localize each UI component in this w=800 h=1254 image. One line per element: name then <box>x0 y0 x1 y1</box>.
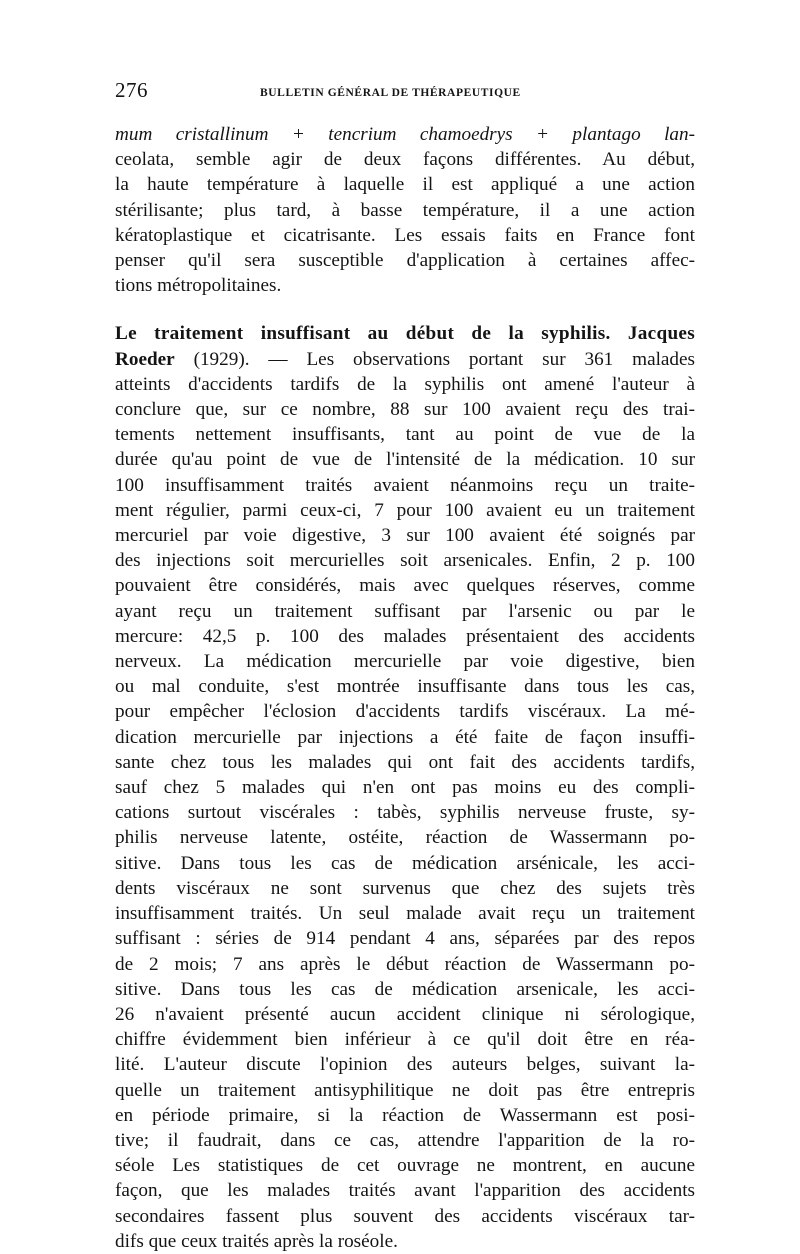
page <box>115 78 695 1254</box>
article-line: lité. L'auteur discute l'opinion des auteurs belges, suivant la- <box>115 1054 695 1076</box>
intro-line: penser qu'il sera susceptible d'application à certaines affec- <box>115 250 695 272</box>
article-line: tive; il faudrait, dans ce cas, attendre l'apparition de la ro- <box>115 1129 695 1151</box>
article-line: suffisant : séries de 914 pendant 4 ans, séparées par des repos <box>115 928 695 950</box>
article-line: ment régulier, parmi ceux-ci, 7 pour 100 avaient eu un traitement <box>115 499 695 521</box>
article-line: façon, que les malades traités avant l'apparition des accidents <box>115 1180 695 1202</box>
article-line: insuffisamment traités. Un seul malade avait reçu un traitement <box>115 903 695 925</box>
intro-paragraph <box>115 122 695 298</box>
article-line: 26 n'avaient présenté aucun accident clinique ni sérologique, <box>115 1003 695 1025</box>
article-line <box>115 347 695 372</box>
author-surname: Roeder <box>115 348 175 370</box>
article-line: séole Les statistiques de cet ouvrage ne montrent, en aucune <box>115 1155 695 1177</box>
article-line: nerveux. La médication mercurielle par voie digestive, bien <box>115 651 695 673</box>
article-line: 100 insuffisamment traités avaient néanmoins reçu un traite- <box>115 474 695 496</box>
article-line: tements nettement insuffisants, tant au point de vue de la <box>115 424 695 446</box>
intro-line-text: mum cristallinum + tencrium chamoedrys + plantago lan- <box>115 124 695 145</box>
article-line: quelle un traitement antisyphilitique ne doit pas être entrepris <box>115 1079 695 1101</box>
article-line: atteints d'accidents tardifs de la syphilis ont amené l'auteur à <box>115 373 695 395</box>
article-paragraph <box>115 321 695 1254</box>
article-line: sante chez tous les malades qui ont fait des accidents tardifs, <box>115 751 695 773</box>
article-line: pouvaient être considérés, mais avec quelques réserves, comme <box>115 575 695 597</box>
running-head <box>115 78 695 108</box>
intro-line <box>115 122 695 147</box>
article-line: sitive. Dans tous les cas de médication arsenicale, les acci- <box>115 978 695 1000</box>
article-line: en période primaire, si la réaction de Wassermann est posi- <box>115 1104 695 1126</box>
article-line: dication mercurielle par injections a été faite de façon insuffi- <box>115 726 695 748</box>
page-number: 276 <box>115 78 148 102</box>
article-line: des injections soit mercurielles soit arsenicales. Enfin, 2 p. 100 <box>115 550 695 572</box>
article-line: sauf chez 5 malades qui n'en ont pas moins eu des compli- <box>115 777 695 799</box>
article-line: pour empêcher l'éclosion d'accidents tardifs viscéraux. La mé- <box>115 701 695 723</box>
intro-line: tions métropolitaines. <box>115 275 282 297</box>
intro-line: la haute température à laquelle il est appliqué a une action <box>115 174 695 196</box>
article-line: de 2 mois; 7 ans après le début réaction de Wassermann po- <box>115 953 695 975</box>
article-line: sitive. Dans tous les cas de médication arsénicale, les acci- <box>115 852 695 874</box>
intro-line: ceolata, semble agir de deux façons différentes. Au début, <box>115 149 695 171</box>
article-line: mercure: 42,5 p. 100 des malades présentaient des accidents <box>115 625 695 647</box>
article-line: ou mal conduite, s'est montrée insuffisante dans tous les cas, <box>115 676 695 698</box>
article-line: cations surtout viscérales : tabès, syphilis nerveuse fruste, sy- <box>115 802 695 824</box>
journal-title: BULLETIN GÉNÉRAL DE THÉRAPEUTIQUE <box>260 87 521 99</box>
article-line: conclure que, sur ce nombre, 88 sur 100 avaient reçu des trai- <box>115 399 695 421</box>
article-line: dents viscéraux ne sont survenus que chez des sujets très <box>115 877 695 899</box>
article-line: difs que ceux traités après la roséole. <box>115 1230 398 1252</box>
intro-line: stérilisante; plus tard, à basse température, il a une action <box>115 199 695 221</box>
article-line-text: (1929). — Les observations portant sur 361 malades <box>193 348 696 370</box>
article-line: philis nerveuse latente, ostéite, réaction de Wassermann po- <box>115 827 695 849</box>
article-heading: Le traitement insuffisant au début de la syphilis. Jacques <box>115 323 695 345</box>
article-line: ayant reçu un traitement suffisant par l'arsenic ou par le <box>115 600 695 622</box>
article-line: secondaires fassent plus souvent des accidents viscéraux tar- <box>115 1205 695 1227</box>
article-line: durée qu'au point de vue de l'intensité de la médication. 10 sur <box>115 449 695 471</box>
article-line: mercuriel par voie digestive, 3 sur 100 avaient été soignés par <box>115 525 695 547</box>
intro-line: kératoplastique et cicatrisante. Les essais faits en France font <box>115 224 695 246</box>
article-line: chiffre évidemment bien inférieur à ce qu'il doit être en réa- <box>115 1029 695 1051</box>
